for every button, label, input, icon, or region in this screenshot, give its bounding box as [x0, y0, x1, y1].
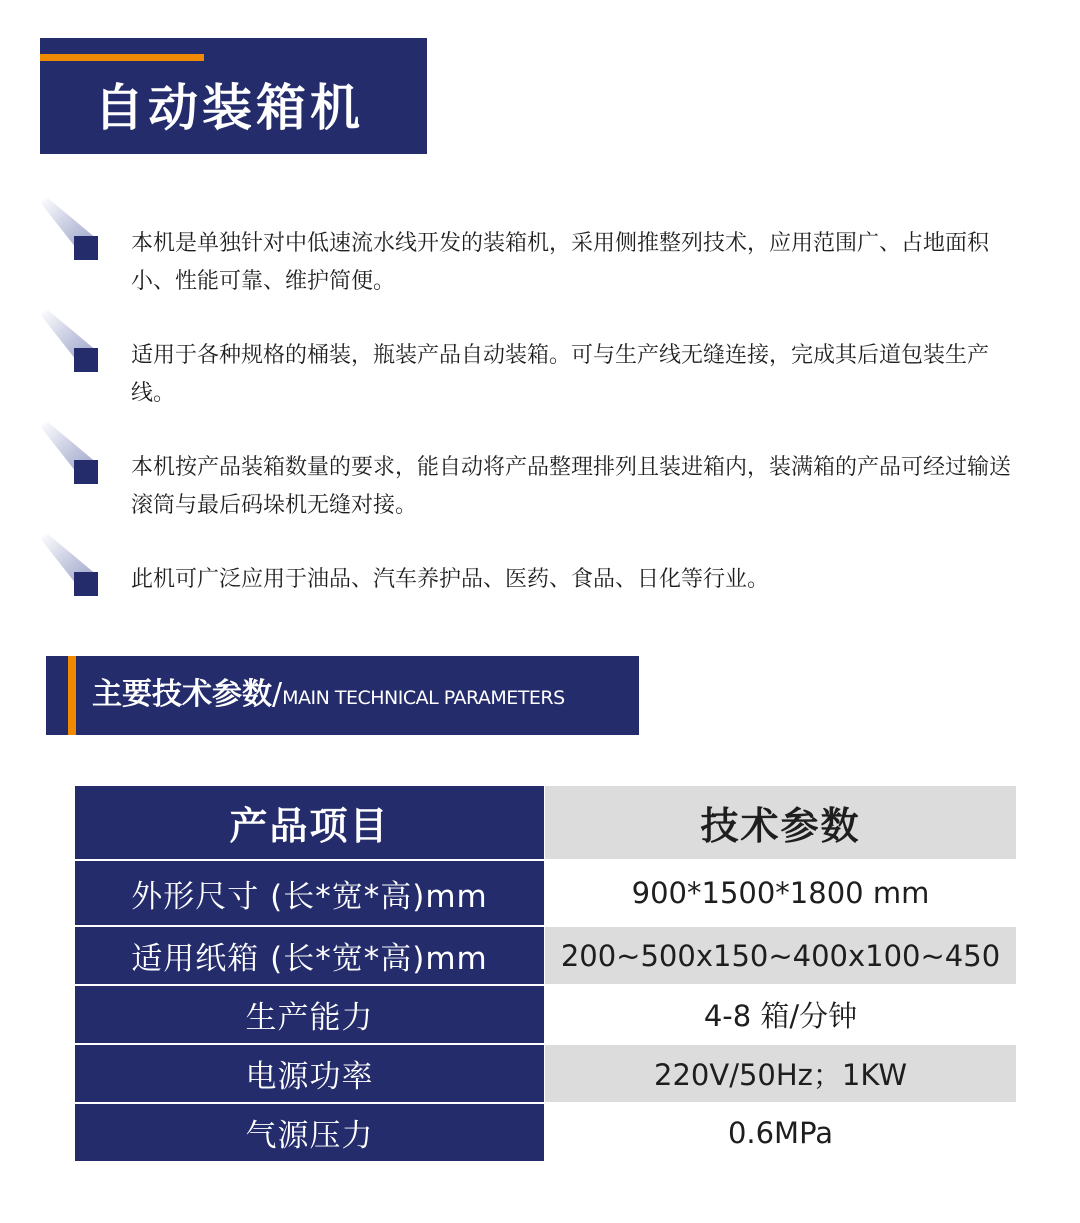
header-value-cell: 技术参数 — [545, 786, 1016, 859]
feature-text: 此机可广泛应用于油品、汽车养护品、医药、食品、日化等行业。 — [131, 567, 770, 592]
feature-text: 本机按产品装箱数量的要求，能自动将产品整理排列且装进箱内，装满箱的产品可经过输送滚筒与最后码垛机无缝对接。 — [131, 455, 1012, 518]
title-accent-bar — [40, 54, 204, 61]
table-row — [75, 986, 1016, 1043]
section-header — [46, 656, 639, 735]
row-label-cell: 气源压力 — [75, 1104, 544, 1161]
row-label-cell: 电源功率 — [75, 1045, 544, 1102]
bullet-square-icon — [40, 198, 102, 262]
bullet-square-icon — [40, 422, 102, 486]
feature-item — [40, 310, 1040, 406]
feature-text: 适用于各种规格的桶装，瓶装产品自动装箱。可与生产线无缝连接，完成其后道包装生产线。 — [131, 343, 990, 406]
section-title-slash: / — [272, 677, 283, 712]
bullet-square-icon — [40, 534, 102, 598]
feature-item — [40, 534, 1040, 624]
feature-item — [40, 422, 1040, 518]
table-row — [75, 927, 1016, 984]
row-label-cell: 外形尺寸 (长*宽*高)mm — [75, 861, 544, 925]
section-title-en: MAIN TECHNICAL PARAMETERS — [282, 687, 565, 709]
row-value-cell: 4-8 箱/分钟 — [545, 986, 1016, 1043]
feature-text: 本机是单独针对中低速流水线开发的装箱机，采用侧推整列技术，应用范围广、占地面积小、性能可靠、维护简便。 — [131, 231, 990, 294]
section-accent-bar — [68, 656, 76, 735]
table-header-row — [75, 786, 1016, 859]
row-value-cell: 220V/50Hz；1KW — [545, 1045, 1016, 1102]
row-label-cell: 适用纸箱 (长*宽*高)mm — [75, 927, 544, 984]
table-row — [75, 1104, 1016, 1161]
table-row — [75, 1045, 1016, 1102]
row-value-cell: 900*1500*1800 mm — [545, 861, 1016, 925]
row-value-cell: 0.6MPa — [545, 1104, 1016, 1161]
section-title-cn: 主要技术参数 — [92, 677, 272, 712]
row-value-cell: 200~500x150~400x100~450 — [545, 927, 1016, 984]
section-title — [92, 673, 565, 720]
page-title: 自动装箱机 — [94, 79, 364, 137]
title-banner — [40, 38, 427, 154]
header-label-cell: 产品项目 — [75, 786, 544, 859]
row-label-cell: 生产能力 — [75, 986, 544, 1043]
table-row — [75, 861, 1016, 925]
bullet-square-icon — [40, 310, 102, 374]
feature-item — [40, 198, 1040, 294]
